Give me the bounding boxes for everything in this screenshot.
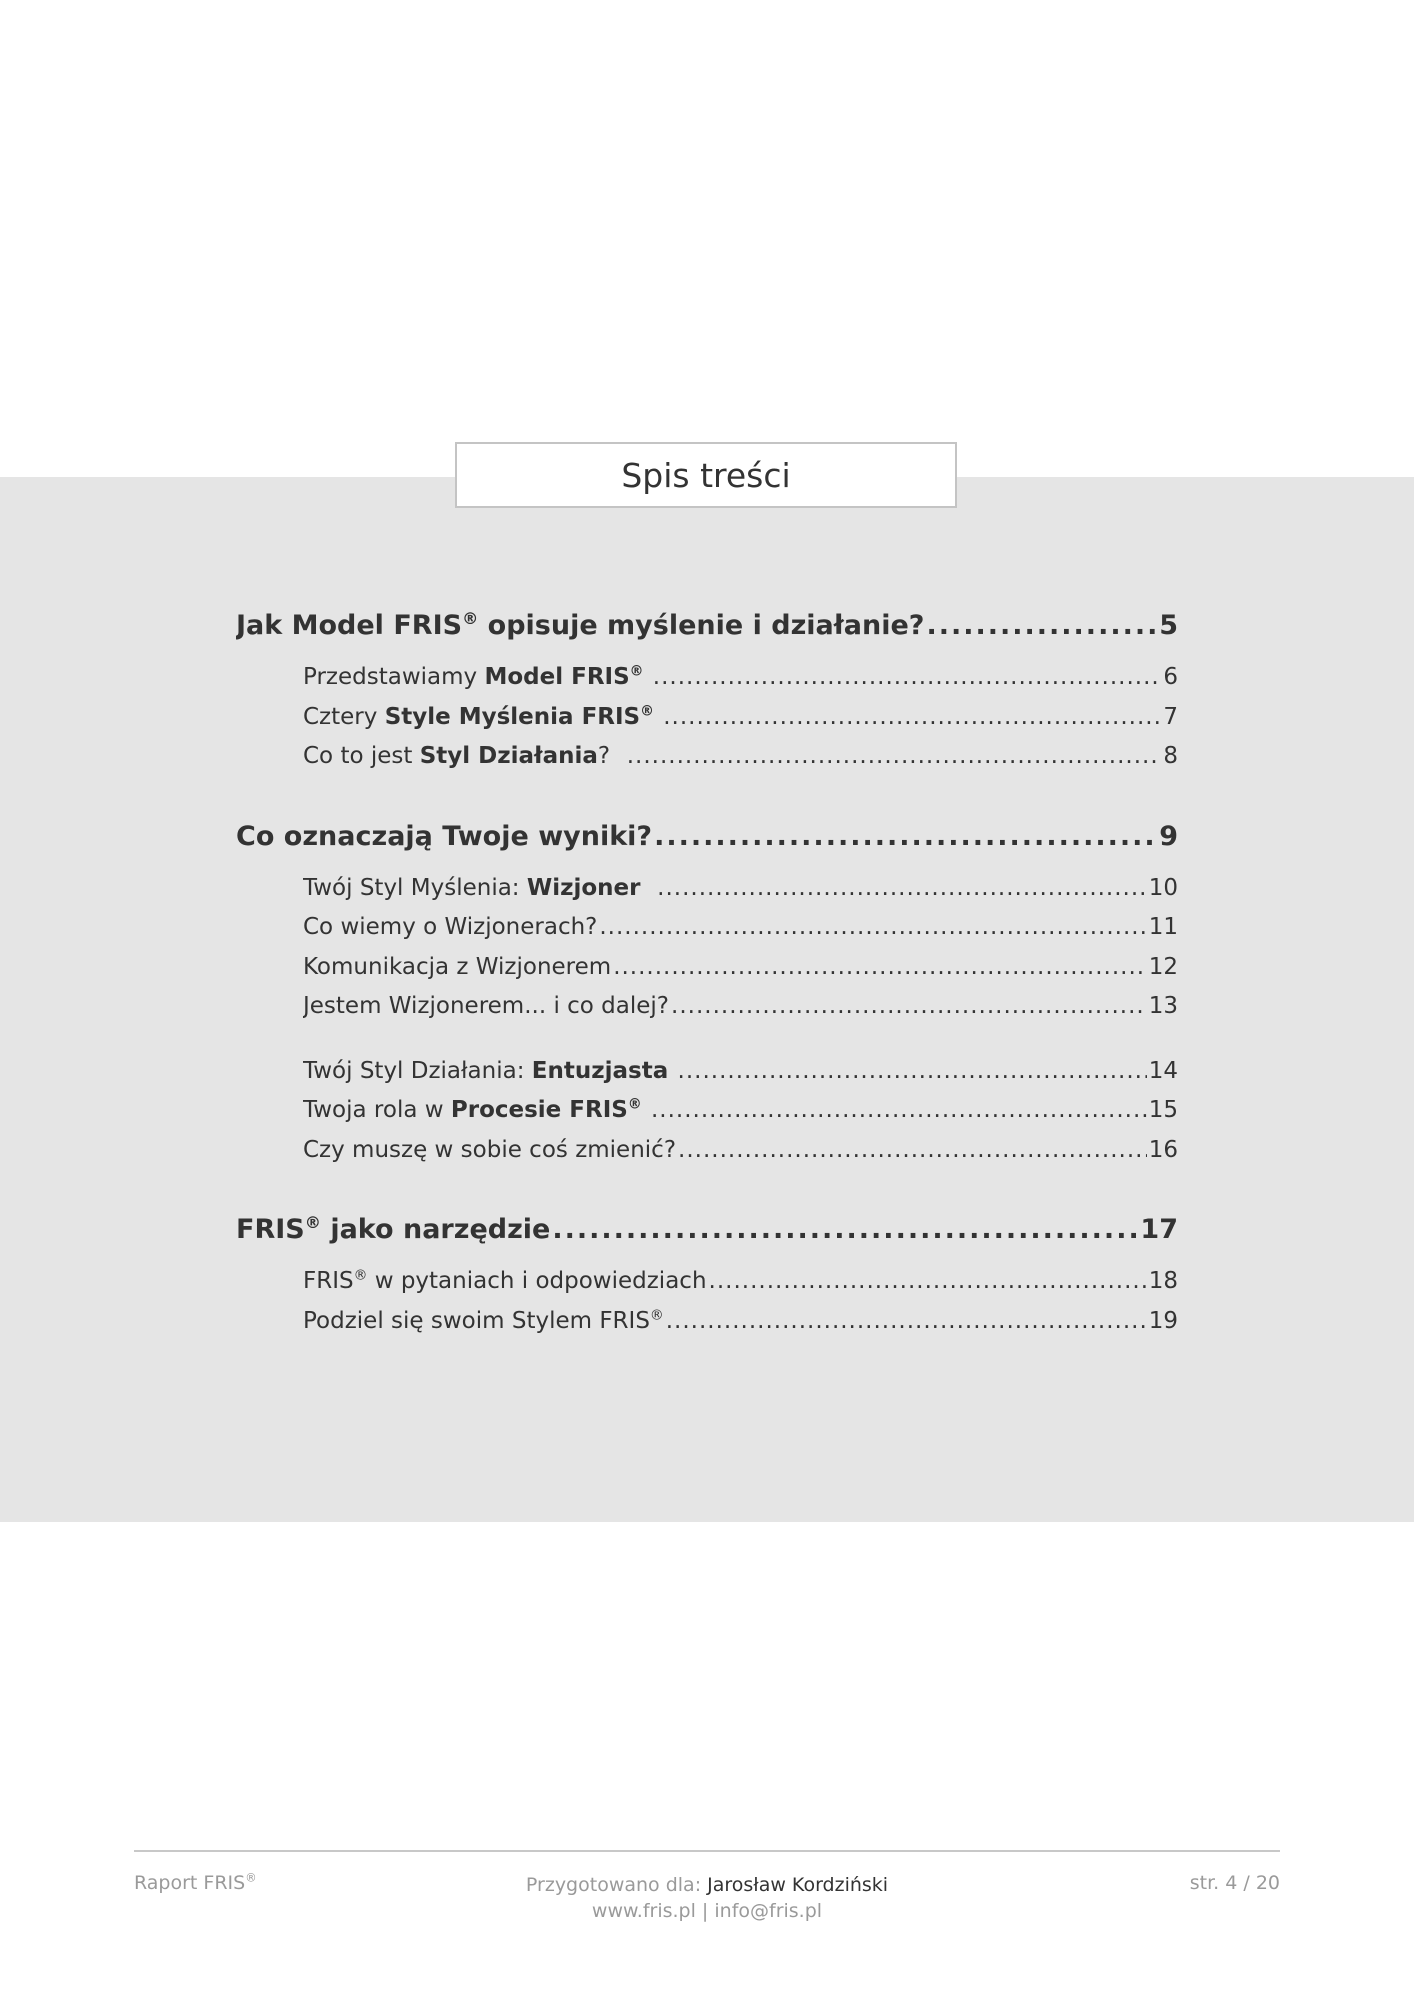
toc-item-label [303,869,655,909]
toc-item-label [303,908,597,948]
toc-leader-dots [552,1204,1138,1256]
toc-leader-dots [709,1262,1147,1302]
toc-item-bold-text: Procesie FRIS® [450,1096,642,1123]
footer-divider [134,1850,1280,1852]
toc-leader-dots [926,600,1157,652]
toc-item-label [303,948,611,988]
toc-item-page: 11 [1148,914,1178,940]
toc-heading-page: 17 [1140,1214,1178,1245]
toc-subitems [236,658,1178,777]
toc-heading-label: Jak Model FRIS® opisuje myślenie i działanie? [236,609,925,641]
footer-prepared-name: Jarosław Kordziński [707,1874,889,1896]
toc-item-text: Cztery [303,703,385,730]
toc-leader-dots [657,869,1147,909]
toc-item-page: 13 [1148,993,1178,1019]
toc-item[interactable] [303,948,1178,988]
toc-item[interactable] [303,1052,1178,1092]
toc-item-page: 8 [1163,743,1178,769]
toc-item-label [303,1091,649,1131]
toc-item-text: Twój Styl Działania: [303,1057,532,1084]
toc-item-text: Twój Styl Myślenia: [303,874,527,901]
toc-item[interactable] [303,658,1178,698]
toc-heading[interactable] [236,1204,1178,1256]
footer-page-number: str. 4 / 20 [1189,1872,1280,1894]
toc-leader-dots [653,658,1162,698]
toc-title-text: Spis treści [621,455,791,495]
toc-item-bold-text: Model FRIS® [484,663,644,690]
toc-item-page: 16 [1148,1136,1178,1163]
toc-item-page: 18 [1148,1268,1178,1294]
toc-item-suffix [668,1058,675,1084]
toc-item-label [303,987,669,1027]
footer-contact: www.fris.pl | info@fris.pl [591,1900,823,1922]
toc-item-page: 12 [1148,953,1178,980]
toc-item-suffix: ? [597,743,625,769]
toc-item-text: Twoja rola w [303,1097,451,1123]
toc-item[interactable] [303,1302,1178,1342]
toc-title [455,442,957,508]
toc-subitems [236,1262,1178,1341]
toc-leader-dots [678,1052,1147,1092]
toc-item-label [303,1131,676,1171]
toc-item-group [303,658,1178,777]
toc-heading-page: 9 [1159,820,1178,852]
toc-item-text: FRIS® w pytaniach i odpowiedziach [303,1267,707,1294]
toc-item-text: Komunikacja z Wizjonerem [303,953,612,980]
toc-item-group [303,1262,1178,1341]
toc-leader-dots [663,698,1161,738]
toc-item-group [303,1052,1178,1171]
toc-leader-dots [666,1302,1147,1342]
toc-item-label [303,737,625,777]
toc-item[interactable] [303,869,1178,909]
toc-item-page: 15 [1148,1097,1178,1123]
toc-heading-label: FRIS® jako narzędzie [236,1213,551,1245]
toc-leader-dots [627,737,1162,777]
toc-leader-dots [654,811,1157,863]
footer-prepared-label: Przygotowano dla: [525,1874,702,1896]
toc-heading-label: Co oznaczają Twoje wyniki? [236,820,653,852]
toc-item[interactable] [303,1091,1178,1131]
toc-item-page: 19 [1148,1307,1178,1334]
toc-leader-dots [671,987,1147,1027]
toc-item-text: Podziel się swoim Stylem FRIS® [303,1306,664,1334]
toc-item-text: Czy muszę w sobie coś zmienić? [303,1136,677,1163]
table-of-contents [236,600,1178,1341]
toc-item[interactable] [303,1262,1178,1302]
toc-item[interactable] [303,698,1178,738]
toc-section [236,811,1178,1171]
toc-leader-dots [599,908,1146,948]
toc-item-bold-text: Wizjoner [526,874,641,901]
toc-item-label [303,1302,664,1342]
toc-item-page: 7 [1163,703,1178,730]
toc-item-bold-text: Entuzjasta [531,1057,669,1084]
toc-item-group [303,869,1178,1027]
toc-item-bold-text: Styl Działania [419,743,598,769]
toc-item-suffix [641,875,656,901]
toc-subitems [236,869,1178,1171]
toc-heading[interactable] [236,811,1178,863]
toc-leader-dots [651,1091,1147,1131]
toc-item-label [303,1262,707,1302]
toc-item-suffix [654,704,661,730]
toc-heading-page: 5 [1159,610,1178,641]
toc-item-page: 6 [1163,664,1178,690]
toc-section [236,600,1178,777]
toc-item-bold-text: Style Myślenia FRIS® [384,702,654,730]
footer-center [457,1872,957,1924]
toc-section [236,1204,1178,1341]
toc-item-label [303,658,651,698]
toc-heading[interactable] [236,600,1178,652]
toc-leader-dots [613,948,1147,988]
toc-item[interactable] [303,737,1178,777]
toc-item-text: Jestem Wizjonerem... i co dalej? [303,993,670,1019]
toc-item[interactable] [303,908,1178,948]
toc-item[interactable] [303,1131,1178,1171]
toc-item-text: Co wiemy o Wizjonerach? [303,914,598,940]
toc-item-page: 14 [1148,1057,1178,1084]
toc-item-label [303,1052,676,1092]
footer-report-name: Raport FRIS® [134,1870,257,1894]
toc-item-label [303,698,661,738]
toc-item[interactable] [303,987,1178,1027]
toc-item-suffix [642,1097,649,1123]
toc-item-text: Przedstawiamy [303,664,485,690]
toc-item-page: 10 [1148,874,1178,901]
toc-leader-dots [678,1131,1147,1171]
toc-item-suffix [643,664,650,690]
toc-item-text: Co to jest [303,743,420,769]
